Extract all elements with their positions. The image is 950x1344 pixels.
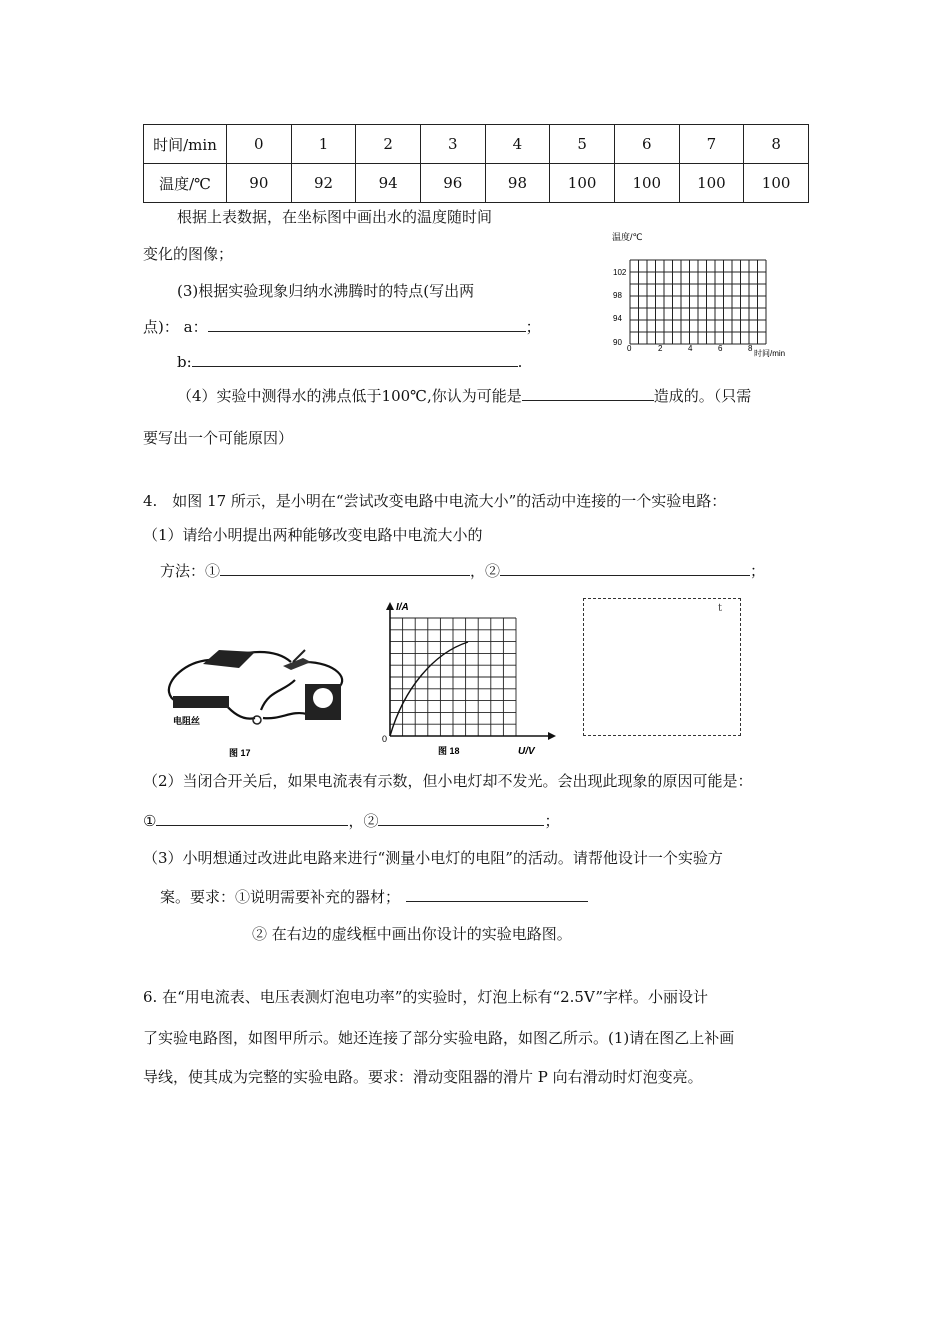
- fig18-origin: 0: [382, 734, 388, 744]
- table-cell: 90: [227, 164, 292, 203]
- grid-lines: [630, 260, 766, 344]
- answer-blank-method-2[interactable]: [500, 561, 750, 576]
- x-tick-label: 6: [718, 344, 723, 353]
- q3-answer-b: [177, 352, 522, 371]
- q3-line7: 要写出一个可能原因）: [143, 429, 294, 447]
- q4-methods-end: ；: [750, 562, 766, 580]
- circuit-drawing-box[interactable]: [583, 598, 741, 736]
- q4-line2: （1）请给小明提出两种能够改变电路中电流大小的: [143, 526, 483, 544]
- q4-line1: 4. 如图 17 所示，是小明在“尝试改变电路中电流大小”的活动中连接的一个实验电路：: [143, 492, 727, 510]
- x-tick-label: 0: [627, 344, 632, 353]
- table-cell: 4: [485, 125, 550, 164]
- resistance-wire-icon: [173, 696, 229, 708]
- q6-line1: 6. 在“用电流表、电压表测灯泡电功率”的实验时，灯泡上标有“2.5V”字样。小丽设计: [143, 988, 708, 1006]
- table-cell: 3: [420, 125, 485, 164]
- temperature-table: [143, 124, 809, 203]
- q4-line8: ② 在右边的虚线框中画出你设计的实验电路图。: [252, 925, 572, 943]
- y-tick-label: 102: [613, 268, 627, 277]
- table-cell: 0: [227, 125, 292, 164]
- table-row: [144, 125, 809, 164]
- q4-methods-sep: ，②: [470, 562, 501, 580]
- table-cell: 100: [550, 164, 615, 203]
- graph1-xlabel: 时间/min: [754, 349, 786, 358]
- q3-line6-prefix: （4）实验中测得水的沸点低于100℃,你认为可能是: [177, 387, 522, 405]
- table-cell: 1: [291, 125, 356, 164]
- table-cell: 100: [679, 164, 744, 203]
- box-mark: t: [717, 603, 722, 614]
- x-axis-arrow-icon: [548, 732, 556, 740]
- q4-reasons: [143, 810, 559, 831]
- table-cell: 92: [291, 164, 356, 203]
- q6-line3: 导线，使其成为完整的实验电路。要求：滑动变阻器的滑片 P 向右滑动时灯泡变亮。: [143, 1068, 703, 1086]
- q3-answer-a: [143, 316, 541, 337]
- q4-reasons-label: ①: [143, 812, 157, 830]
- table-header-temp: 温度/℃: [144, 164, 227, 203]
- answer-blank-method-1[interactable]: [220, 561, 470, 576]
- q4-reasons-sep: ，②: [348, 812, 379, 830]
- answer-blank-equipment[interactable]: [406, 887, 588, 902]
- q4-reasons-end: ；: [544, 812, 560, 830]
- q4-methods: [160, 560, 765, 581]
- circuit-figure-17: [165, 610, 365, 760]
- table-cell: 2: [356, 125, 421, 164]
- x-tick-label: 2: [658, 344, 663, 353]
- answer-blank-b[interactable]: [192, 352, 518, 367]
- q3-answer-b-label: b:: [177, 353, 192, 371]
- table-cell: 98: [485, 164, 550, 203]
- battery-box-icon: [203, 650, 255, 668]
- q3-line2: 变化的图像；: [143, 245, 234, 263]
- table-cell: 100: [614, 164, 679, 203]
- q4-methods-label: 方法：①: [160, 562, 221, 580]
- bulb-icon: [253, 716, 261, 724]
- table-cell: 7: [679, 125, 744, 164]
- q6-line2: 了实验电路图，如图甲所示。她还连接了部分实验电路，如图乙所示。(1)请在图乙上补画: [143, 1029, 735, 1047]
- fig18-ylabel: I/A: [396, 602, 409, 613]
- q3-answer-a-label: 点)： a：: [143, 318, 208, 336]
- q3-line6-suffix: 造成的。（只需: [653, 387, 752, 405]
- q3-answer-b-end: .: [517, 353, 523, 371]
- grid-lines: [390, 618, 516, 736]
- answer-blank-reason[interactable]: [522, 386, 654, 401]
- table-cell: 96: [420, 164, 485, 203]
- y-tick-label: 94: [613, 314, 622, 323]
- y-axis-arrow-icon: [386, 602, 394, 610]
- x-tick-label: 4: [688, 344, 693, 353]
- answer-blank-reason-2[interactable]: [378, 811, 544, 826]
- table-cell: 100: [744, 164, 809, 203]
- ammeter-dial-icon: [313, 688, 333, 708]
- y-tick-label: 90: [613, 338, 622, 347]
- table-row: [144, 164, 809, 203]
- table-cell: 5: [550, 125, 615, 164]
- graph-axes: [390, 608, 552, 736]
- iu-graph-figure-18: [374, 598, 556, 760]
- x-tick-label: 8: [748, 344, 753, 353]
- fig18-caption: 图 18: [438, 746, 460, 756]
- answer-blank-a[interactable]: [208, 317, 526, 332]
- table-cell: 94: [356, 164, 421, 203]
- answer-blank-reason-1[interactable]: [156, 811, 348, 826]
- q3-line1: 根据上表数据，在坐标图中画出水的温度随时间: [177, 208, 493, 226]
- fig17-caption: 图 17: [229, 748, 251, 758]
- fig18-xlabel: U/V: [518, 746, 535, 757]
- q4-line7-text: 案。要求：①说明需要补充的器材；: [160, 888, 401, 906]
- y-tick-label: 98: [613, 291, 622, 300]
- fig17-wire-label: 电阻丝: [173, 716, 201, 726]
- graph1-ylabel: 温度/℃: [612, 232, 643, 242]
- q4-line6: （3）小明想通过改进此电路来进行“测量小电灯的电阻”的活动。请帮他设计一个实验方: [143, 849, 723, 867]
- q3-line3: (3)根据实验现象归纳水沸腾时的特点(写出两: [177, 282, 475, 300]
- q4-line7: [160, 886, 588, 907]
- q3-answer-a-end: ；: [525, 318, 541, 336]
- q3-line6: [177, 385, 751, 406]
- table-header-time: 时间/min: [144, 125, 227, 164]
- q4-line4: （2）当闭合开关后，如果电流表有示数，但小电灯却不发光。会出现此现象的原因可能是：: [143, 772, 753, 790]
- table-cell: 8: [744, 125, 809, 164]
- table-cell: 6: [614, 125, 679, 164]
- temperature-grid-figure: [598, 226, 802, 362]
